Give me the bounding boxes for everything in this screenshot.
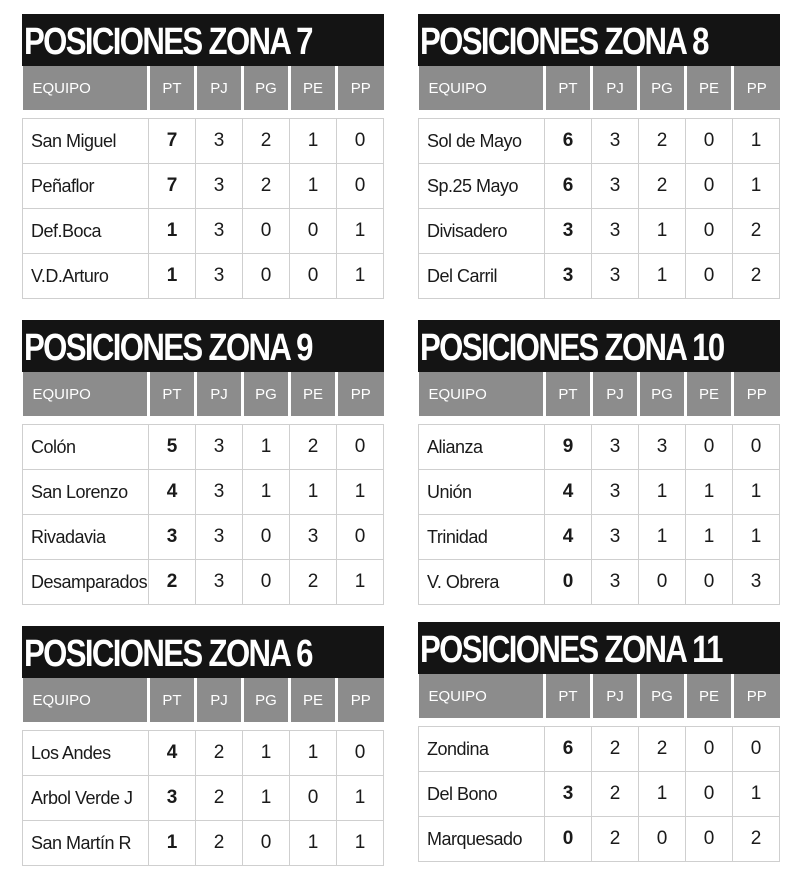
stat-cell: 1 <box>733 164 780 209</box>
stat-cell: 1 <box>639 209 686 254</box>
column-header: PJ <box>196 678 243 722</box>
stat-cell: 0 <box>733 727 780 772</box>
stat-cell: 1 <box>733 772 780 817</box>
stat-cell: 3 <box>196 119 243 164</box>
column-header: PG <box>639 674 686 718</box>
zona-10-table <box>418 320 780 605</box>
zone-title: POSICIONES ZONA 6 <box>22 626 384 678</box>
team-name: Del Carril <box>419 254 545 299</box>
team-name: Alianza <box>419 425 545 470</box>
stat-cell: 2 <box>639 119 686 164</box>
table-row <box>419 209 780 254</box>
stat-cell: 1 <box>290 164 337 209</box>
stat-cell: 1 <box>290 731 337 776</box>
stat-cell: 3 <box>733 560 780 605</box>
team-name: Del Bono <box>419 772 545 817</box>
team-name: Sp.25 Mayo <box>419 164 545 209</box>
stat-cell: 1 <box>733 515 780 560</box>
stat-cell: 1 <box>733 119 780 164</box>
header-row <box>23 66 384 110</box>
table-row <box>23 209 384 254</box>
column-header: PJ <box>592 66 639 110</box>
table-row <box>23 821 384 866</box>
stat-cell: 0 <box>337 425 384 470</box>
stat-cell: 7 <box>149 164 196 209</box>
stat-cell: 0 <box>686 209 733 254</box>
stat-cell: 6 <box>545 727 592 772</box>
column-header: PE <box>290 678 337 722</box>
stat-cell: 2 <box>592 772 639 817</box>
column-header: PP <box>337 66 384 110</box>
stat-cell: 1 <box>337 209 384 254</box>
column-header: EQUIPO <box>419 372 545 416</box>
standings-table <box>22 66 384 299</box>
stat-cell: 0 <box>337 164 384 209</box>
team-name: Colón <box>23 425 149 470</box>
stat-cell: 1 <box>243 731 290 776</box>
zone-title: POSICIONES ZONA 11 <box>418 622 780 674</box>
stat-cell: 6 <box>545 119 592 164</box>
stat-cell: 1 <box>149 821 196 866</box>
stat-cell: 0 <box>639 817 686 862</box>
stat-cell: 0 <box>290 776 337 821</box>
stat-cell: 2 <box>290 560 337 605</box>
team-name: Peñaflor <box>23 164 149 209</box>
column-header: PE <box>290 372 337 416</box>
stat-cell: 3 <box>196 164 243 209</box>
column-header: PT <box>149 66 196 110</box>
stat-cell: 4 <box>149 470 196 515</box>
stat-cell: 3 <box>196 209 243 254</box>
table-row <box>23 515 384 560</box>
stat-cell: 3 <box>592 209 639 254</box>
stat-cell: 0 <box>733 425 780 470</box>
stat-cell: 0 <box>545 560 592 605</box>
team-name: Los Andes <box>23 731 149 776</box>
table-row <box>23 164 384 209</box>
zone-title: POSICIONES ZONA 10 <box>418 320 780 372</box>
column-header: PT <box>545 674 592 718</box>
column-header: PG <box>639 372 686 416</box>
team-name: Trinidad <box>419 515 545 560</box>
column-header: EQUIPO <box>419 674 545 718</box>
header-row <box>419 372 780 416</box>
table-row <box>23 119 384 164</box>
stat-cell: 1 <box>290 821 337 866</box>
stat-cell: 1 <box>686 515 733 560</box>
table-row <box>419 254 780 299</box>
table-row <box>419 560 780 605</box>
table-row <box>419 817 780 862</box>
team-name: San Martín R <box>23 821 149 866</box>
zona-11-table <box>418 622 780 862</box>
stat-cell: 3 <box>592 560 639 605</box>
stat-cell: 4 <box>545 515 592 560</box>
table-row <box>23 560 384 605</box>
column-header: PP <box>337 678 384 722</box>
header-row <box>419 674 780 718</box>
stat-cell: 2 <box>733 817 780 862</box>
column-header: PP <box>733 372 780 416</box>
stat-cell: 2 <box>639 164 686 209</box>
table-row <box>419 425 780 470</box>
table-row <box>419 164 780 209</box>
stat-cell: 3 <box>196 560 243 605</box>
stat-cell: 1 <box>290 470 337 515</box>
stat-cell: 0 <box>337 119 384 164</box>
stat-cell: 1 <box>243 425 290 470</box>
stat-cell: 3 <box>149 776 196 821</box>
stat-cell: 2 <box>243 119 290 164</box>
zona-7-table <box>22 14 384 299</box>
stat-cell: 0 <box>243 560 290 605</box>
stat-cell: 3 <box>545 254 592 299</box>
stat-cell: 3 <box>592 164 639 209</box>
table-row <box>419 515 780 560</box>
stat-cell: 1 <box>639 772 686 817</box>
column-header: PJ <box>592 674 639 718</box>
stat-cell: 1 <box>337 560 384 605</box>
team-name: V. Obrera <box>419 560 545 605</box>
stat-cell: 1 <box>243 776 290 821</box>
table-row <box>419 470 780 515</box>
column-header: PG <box>243 372 290 416</box>
stat-cell: 1 <box>337 470 384 515</box>
stat-cell: 3 <box>592 470 639 515</box>
stat-cell: 3 <box>290 515 337 560</box>
column-header: EQUIPO <box>23 678 149 722</box>
zona-6-table <box>22 626 384 866</box>
zone-title: POSICIONES ZONA 9 <box>22 320 384 372</box>
team-name: Sol de Mayo <box>419 119 545 164</box>
stat-cell: 1 <box>639 254 686 299</box>
zone-title: POSICIONES ZONA 7 <box>22 14 384 66</box>
stat-cell: 0 <box>686 425 733 470</box>
header-row <box>23 678 384 722</box>
column-header: PE <box>290 66 337 110</box>
stat-cell: 0 <box>686 119 733 164</box>
stat-cell: 0 <box>243 209 290 254</box>
stat-cell: 2 <box>196 821 243 866</box>
stat-cell: 2 <box>243 164 290 209</box>
stat-cell: 2 <box>149 560 196 605</box>
team-name: Def.Boca <box>23 209 149 254</box>
stat-cell: 0 <box>243 254 290 299</box>
column-header: PT <box>545 372 592 416</box>
column-header: PP <box>733 66 780 110</box>
table-row <box>419 727 780 772</box>
stat-cell: 6 <box>545 164 592 209</box>
stat-cell: 1 <box>149 209 196 254</box>
stat-cell: 2 <box>733 209 780 254</box>
stat-cell: 5 <box>149 425 196 470</box>
standings-table <box>418 66 780 299</box>
team-name: San Miguel <box>23 119 149 164</box>
stat-cell: 3 <box>149 515 196 560</box>
stat-cell: 2 <box>196 776 243 821</box>
stat-cell: 4 <box>545 470 592 515</box>
column-header: EQUIPO <box>23 372 149 416</box>
stat-cell: 3 <box>592 254 639 299</box>
column-header: PJ <box>196 66 243 110</box>
stat-cell: 0 <box>243 515 290 560</box>
team-name: Arbol Verde J <box>23 776 149 821</box>
stat-cell: 0 <box>686 254 733 299</box>
column-header: PE <box>686 372 733 416</box>
column-header: PJ <box>592 372 639 416</box>
stat-cell: 1 <box>639 470 686 515</box>
team-name: V.D.Arturo <box>23 254 149 299</box>
column-header: PT <box>149 678 196 722</box>
table-row <box>23 776 384 821</box>
stat-cell: 7 <box>149 119 196 164</box>
stat-cell: 1 <box>149 254 196 299</box>
stat-cell: 3 <box>196 254 243 299</box>
zone-title: POSICIONES ZONA 8 <box>418 14 780 66</box>
stat-cell: 3 <box>592 515 639 560</box>
stat-cell: 3 <box>592 119 639 164</box>
column-header: EQUIPO <box>419 66 545 110</box>
stat-cell: 1 <box>243 470 290 515</box>
stat-cell: 1 <box>733 470 780 515</box>
stat-cell: 2 <box>592 817 639 862</box>
stat-cell: 1 <box>337 254 384 299</box>
stat-cell: 0 <box>337 515 384 560</box>
stat-cell: 2 <box>592 727 639 772</box>
stat-cell: 3 <box>639 425 686 470</box>
stat-cell: 0 <box>337 731 384 776</box>
stat-cell: 3 <box>545 772 592 817</box>
stat-cell: 0 <box>639 560 686 605</box>
stat-cell: 0 <box>290 254 337 299</box>
stat-cell: 1 <box>639 515 686 560</box>
column-header: EQUIPO <box>23 66 149 110</box>
stat-cell: 2 <box>290 425 337 470</box>
column-header: PG <box>639 66 686 110</box>
team-name: San Lorenzo <box>23 470 149 515</box>
stat-cell: 0 <box>243 821 290 866</box>
stat-cell: 0 <box>686 727 733 772</box>
stat-cell: 1 <box>337 821 384 866</box>
standings-table <box>22 372 384 605</box>
column-header: PJ <box>196 372 243 416</box>
zona-8-table <box>418 14 780 299</box>
stat-cell: 1 <box>290 119 337 164</box>
column-header: PP <box>337 372 384 416</box>
column-header: PE <box>686 66 733 110</box>
team-name: Zondina <box>419 727 545 772</box>
table-row <box>23 731 384 776</box>
stat-cell: 0 <box>686 164 733 209</box>
standings-table <box>22 678 384 866</box>
team-name: Unión <box>419 470 545 515</box>
table-row <box>23 470 384 515</box>
stat-cell: 0 <box>686 772 733 817</box>
stat-cell: 9 <box>545 425 592 470</box>
header-row <box>23 372 384 416</box>
column-header: PG <box>243 678 290 722</box>
column-header: PP <box>733 674 780 718</box>
stat-cell: 1 <box>686 470 733 515</box>
header-row <box>419 66 780 110</box>
team-name: Divisadero <box>419 209 545 254</box>
stat-cell: 1 <box>337 776 384 821</box>
table-row <box>419 119 780 164</box>
stat-cell: 3 <box>592 425 639 470</box>
stat-cell: 2 <box>733 254 780 299</box>
table-row <box>419 772 780 817</box>
column-header: PT <box>149 372 196 416</box>
standings-table <box>418 674 780 862</box>
team-name: Rivadavia <box>23 515 149 560</box>
stat-cell: 3 <box>196 425 243 470</box>
table-row <box>23 254 384 299</box>
stat-cell: 3 <box>196 470 243 515</box>
stat-cell: 2 <box>196 731 243 776</box>
column-header: PG <box>243 66 290 110</box>
stat-cell: 3 <box>545 209 592 254</box>
table-row <box>23 425 384 470</box>
stat-cell: 0 <box>686 560 733 605</box>
team-name: Marquesado <box>419 817 545 862</box>
stat-cell: 0 <box>290 209 337 254</box>
stat-cell: 4 <box>149 731 196 776</box>
team-name: Desamparados <box>23 560 149 605</box>
column-header: PT <box>545 66 592 110</box>
stat-cell: 0 <box>686 817 733 862</box>
zona-9-table <box>22 320 384 605</box>
column-header: PE <box>686 674 733 718</box>
stat-cell: 0 <box>545 817 592 862</box>
stat-cell: 2 <box>639 727 686 772</box>
standings-table <box>418 372 780 605</box>
stat-cell: 3 <box>196 515 243 560</box>
